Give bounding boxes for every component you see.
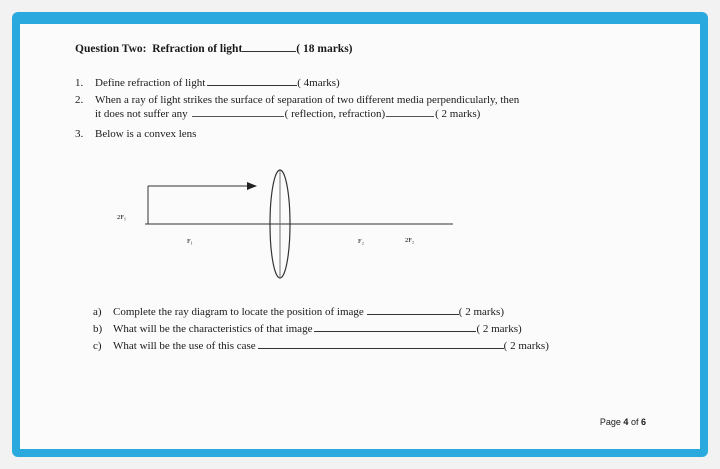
label-2f2: 2F₂ — [405, 237, 415, 244]
lens-diagram — [20, 24, 700, 449]
page-number: Page 4 of 6 — [599, 417, 646, 427]
answer-blank-c[interactable] — [258, 339, 504, 349]
answer-blank-a[interactable] — [367, 305, 459, 315]
subquestion-b: b) What will be the characteristics of that image ( 2 marks) — [93, 323, 522, 335]
item-2-cont: it does not suffer any ( reflection, refraction) ( 2 marks) — [95, 108, 481, 120]
label-f1: F₁ — [187, 238, 193, 245]
item-2: 2. When a ray of light strikes the surface of separation of two different media perpendicularly, then — [75, 94, 520, 106]
subquestion-a: a) Complete the ray diagram to locate the position of image ( 2 marks) — [93, 306, 505, 318]
item-3: 3. Below is a convex lens — [75, 128, 197, 140]
arrow-head-icon — [247, 182, 257, 190]
subquestion-c: c) What will be the use of this case ( 2 marks) — [93, 340, 549, 352]
question-topic: Refraction of light — [152, 43, 243, 55]
question-marks: ( 18 marks) — [296, 43, 353, 55]
label-f2: F₂ — [358, 238, 364, 245]
item-1: 1. Define refraction of light ( 4marks) — [75, 77, 340, 89]
question-heading: Question Two: — [75, 43, 147, 55]
exam-page — [20, 24, 700, 449]
label-2f1: 2F₁ — [117, 214, 127, 221]
answer-blank-b[interactable] — [314, 322, 476, 332]
